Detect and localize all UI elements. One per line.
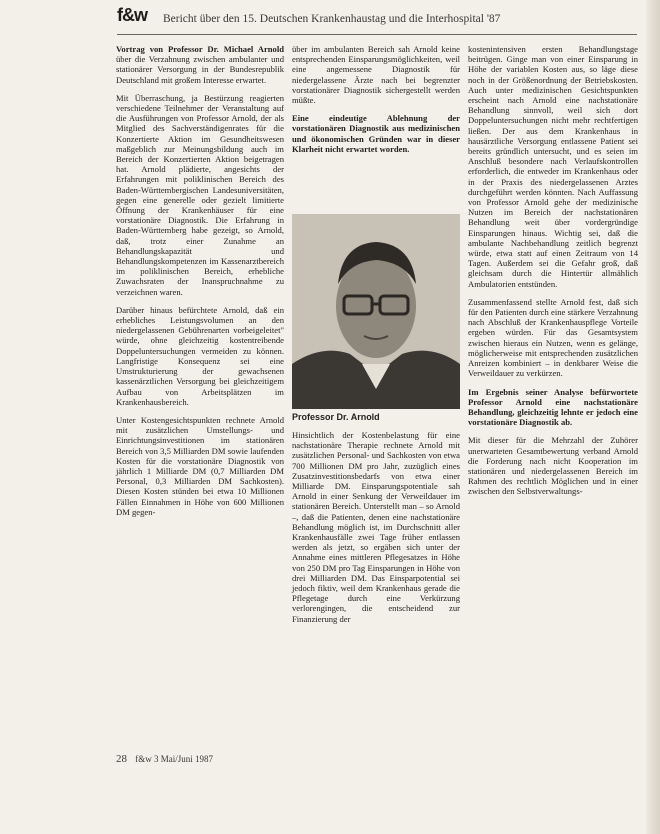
col1-p1-rest: über die Verzahnung zwischen ambulanter und stationärer Versorgung in der Bundesrepublik Deutschland mit großem Interesse erwartet. — [116, 54, 284, 85]
magazine-logo: f&w — [117, 5, 147, 25]
column-3 — [468, 44, 638, 505]
col3-paragraph: Zusammenfassend stellte Arnold fest, daß sich für den Patienten durch eine stärkere Verzahnung nach Abschluß der Krankenhauspflege Vorteile ergeben würden. Für das Gesamtsystem zwischen hieraus ein Nutzen, wenn es gelänge, möglicherweise mit entsprechenden zusätzlichen Anreizen kombiniert – in denkbarer Weise die Verweildauer zu verkürzen. — [468, 296, 638, 379]
col1-paragraph: Mit Überraschung, ja Bestürzung reagierten verschiedene Teilnehmer der Veranstaltung auf die Ausführungen von Professor Arnold, der als Mitglied des Sachverständigenrates für die Konzertierte Aktion im Gesundheitswesen maßgeblich zur Meinungsbildung auch im Bereich der Konzertierten Aktion beigetragen hat. Arnold plädierte, angesichts der Erfahrungen mit poliklinischen Bereich des Baden-Württembergischen Landesuniversitäten, gegen eine generelle oder gezielt limitierte Öffnung der Krankenhäuser für eine vorstationäre Diagnostik. Die Erfahrung in Baden-Württemberg habe gezeigt, so Arnold, daß, trotz einer Zunahme an Behandlungskapazität und Behandlungskompetenzen im Kassenarztbereich im poliklinischen Bereich, erhebliche Zuwachsraten der Inanspruchnahme zu verzeichnen waren. — [116, 92, 284, 297]
col1-paragraph — [116, 44, 284, 85]
page-spine — [646, 0, 660, 834]
col2-paragraph: über im ambulanten Bereich sah Arnold keine entsprechenden Einsparungsmöglichkeiten, weil eine angemessene Diagnostik für niedergelassene Ärzte nach bei begrenzter vorstationärer Diagnostik sichergestellt werden müßte. — [292, 44, 460, 106]
photo-caption: Professor Dr. Arnold — [292, 412, 380, 422]
page-footer — [116, 754, 213, 764]
header-title: Bericht über den 15. Deutschen Krankenhaustag und die Interhospital '87 — [163, 13, 501, 25]
col2-paragraph: Hinsichtlich der Kostenbelastung für eine nachstationäre Therapie rechnete Arnold mit zusätzlichen Personal- und Sachkosten von etwa 700 Millionen DM pro Jahr, zuzüglich eines Zusatzinvestitionsbedarfs von etwa einer Milliarde DM. Einsparungspotentiale sah Arnold in einer Senkung der Verweildauer im stationären Bereich. Unterstellt man – so Arnold –, daß die Patienten, denen eine nachstationäre Behandlung möglich ist, im Durchschnitt aller Krankenhausfälle zwei Tage früher entlassen werden als jetzt, so ergäben sich unter der Annahme eines mittleren Pflegesatzes in Höhe von 250 DM pro Tag Einsparungen in Höhe von drei Milliarden DM. Das Einsparpotential sei jedoch fiktiv, weil dem Krankenhaus gerade die Pflegetage durch eine Verkürzung verlorengingen, die entscheidend zur Finanzierung der — [292, 430, 460, 624]
portrait-image — [292, 214, 460, 409]
col3-paragraph: kostenintensiven ersten Behandlungstage beitrügen. Ginge man von einer Einsparung in Höhe der variablen Kosten aus, so läge diese noch in der Größenordnung der Betriebskosten. Auch unter medizinischen Gesichtspunkten erscheint nach Arnold eine nachstationäre Behandlung sinnvoll, weil sich dort Doppeluntersuchungen nicht mehr rechtfertigen ließen. Der aus dem Krankenhaus in hausärztliche Versorgung entlassene Patient sei bereits gründlich untersucht, und es seien im Anschluß besondere nach Verlaufskontrollen erforderlich, die entweder im Krankenhaus oder in der Praxis des niedergelassenen Arztes durchgeführt werden könnten. Nach Auffassung von Professor Arnold gehe der medizinische Nutzen im Bereich der nachstationären Behandlung weit über vordergründige Einsparungen hinaus. Wichtig sei, daß die ambulante Nachbehandlung zeitlich begrenzt würde, etwa statt auf einen Zeitraum von 14 Tagen. Außerdem sei die Gefahr groß, daß gleichsam durch die Hintertür allmählich Ambulatorien entstünden. — [468, 44, 638, 289]
col2-bold-paragraph: Eine eindeutige Ablehnung der vorstationären Diagnostik aus medizinischen und ökonomischen Gründen war in dieser Klarheit nicht erwartet worden. — [292, 113, 460, 154]
col3-paragraph: Mit dieser für die Mehrzahl der Zuhörer unerwarteten Gesamtbewertung verband Arnold die Forderung nach nicht Kooperation im stationären und niedergelassenen Bereich im Rahmen des rechtlich Möglichen und in einer zwischen den Selbstverwaltungs- — [468, 435, 638, 497]
column-2-top — [292, 44, 460, 162]
col1-paragraph: Unter Kostengesichtspunkten rechnete Arnold mit zusätzlichen Umstellungs- und Einrichtungsinvestitionen im stationären Bereich von 3,5 Milliarden DM sowie laufenden Kosten für die vorstationäre Diagnostik von jährlich 1 Milliarde DM (0,7 Milliarden DM Personal, 0,3 Milliarden DM Sachkosten). Diesen Kosten stünden bei etwa 10 Millionen Fällen Einnahmen in Höhe von 600 Millionen DM gegen- — [116, 414, 284, 517]
col1-paragraph: Darüber hinaus befürchtete Arnold, daß ein erhebliches Leistungsvolumen an den niedergelassenen Gebührenarten vorbeigeleitet" würde, ohne gleichzeitig kostentreibende Doppeluntersuchungen vermeiden zu können. Langfristige Konsequenz sei eine Umstrukturierung der gewachsenen kassenärztlichen Versorgung bei gleichzeitigem Aufbau von Arbeitsplätzen im Krankenhausbereich. — [116, 304, 284, 407]
page-header — [117, 6, 637, 35]
lead-bold: Vortrag von Professor Dr. Michael Arnold — [116, 44, 284, 54]
issue-label: f&w 3 Mai/Juni 1987 — [135, 754, 213, 764]
page-number: 28 — [116, 753, 127, 765]
col3-bold-paragraph: Im Ergebnis seiner Analyse befürwortete Professor Arnold eine nachstationäre Behandlung, gleichzeitig lehnte er jedoch eine vorstationäre Diagnostik ab. — [468, 386, 638, 428]
column-2-bottom — [292, 430, 460, 632]
column-1 — [116, 44, 284, 525]
portrait-photo — [292, 214, 460, 409]
